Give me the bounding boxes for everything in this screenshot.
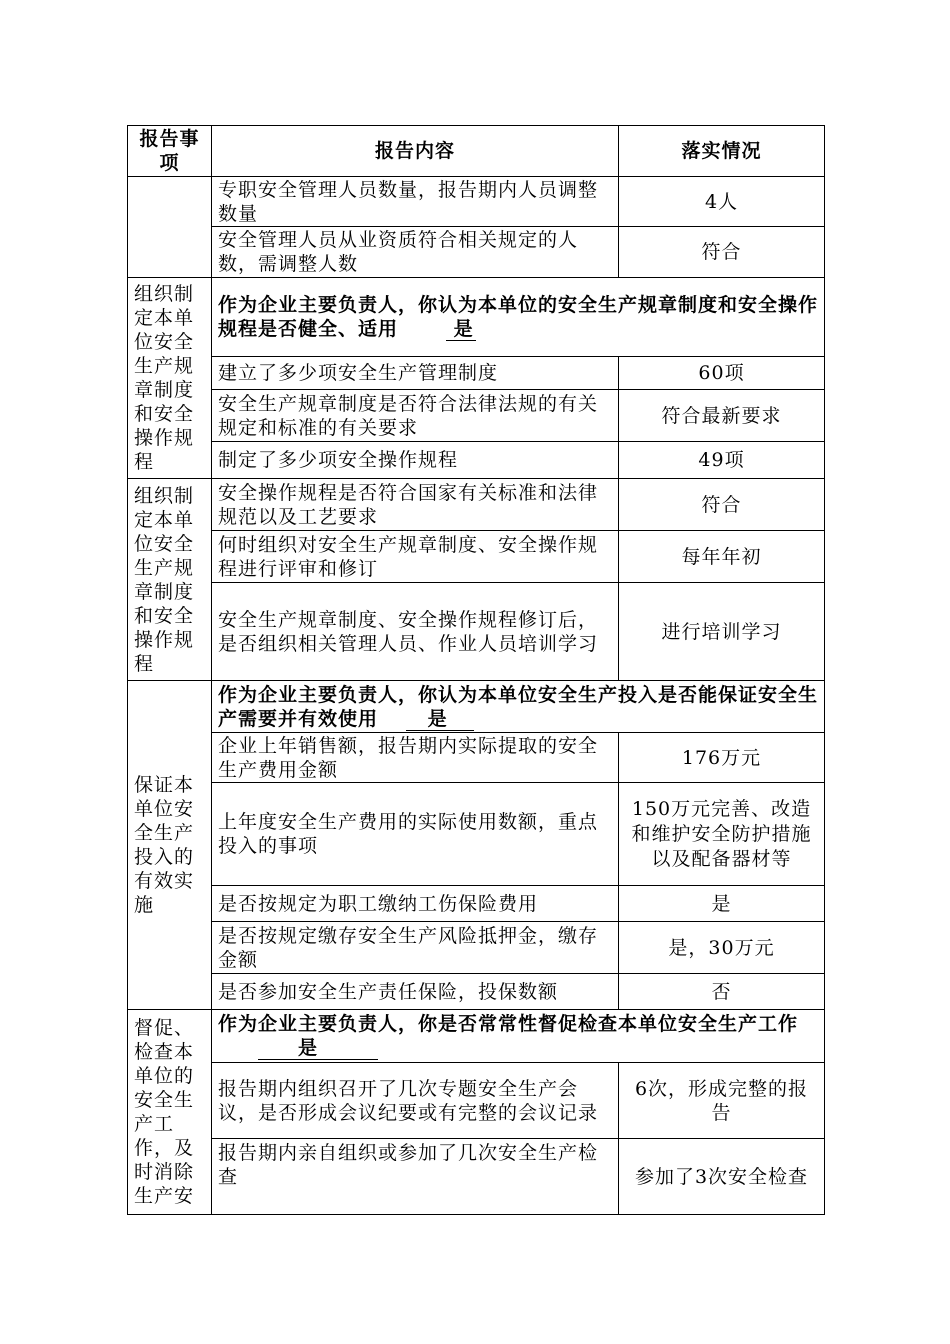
- row-value: 60项: [619, 357, 825, 390]
- row-item: 报告期内组织召开了几次专题安全生产会议，是否形成会议纪要或有完整的会议记录: [212, 1063, 619, 1139]
- table-row: [128, 1139, 825, 1215]
- table-row: [128, 357, 825, 390]
- table-row: [128, 922, 825, 974]
- header-implementation: 落实情况: [619, 126, 825, 177]
- header-row: [128, 126, 825, 177]
- row-item: 专职安全管理人员数量，报告期内人员调整数量: [212, 177, 619, 227]
- row-item: 安全操作规程是否符合国家有关标准和法律规范以及工艺要求: [212, 479, 619, 531]
- row-item: 是否按规定为职工缴纳工伤保险费用: [212, 886, 619, 922]
- header-report-item: 报告事项: [128, 126, 212, 177]
- row-value: 4人: [619, 177, 825, 227]
- table-row: [128, 886, 825, 922]
- section-label: 督促、检查本单位的安全生产工作，及时消除生产安: [128, 1010, 212, 1215]
- row-item: 企业上年销售额，报告期内实际提取的安全生产费用金额: [212, 733, 619, 783]
- table-row: [128, 531, 825, 583]
- section-label: [128, 177, 212, 278]
- row-value: 150万元完善、改造和维护安全防护措施以及配备器材等: [619, 783, 825, 886]
- row-item: 是否按规定缴存安全生产风险抵押金，缴存金额: [212, 922, 619, 974]
- row-value: 参加了3次安全检查: [619, 1139, 825, 1215]
- row-value: 是: [619, 886, 825, 922]
- row-item: 何时组织对安全生产规章制度、安全操作规程进行评审和修订: [212, 531, 619, 583]
- question-cell: [212, 278, 825, 357]
- header-report-content: 报告内容: [212, 126, 619, 177]
- row-item: 安全管理人员从业资质符合相关规定的人数，需调整人数: [212, 227, 619, 278]
- row-item: 报告期内亲自组织或参加了几次安全生产检查: [212, 1139, 619, 1215]
- row-value: 否: [619, 974, 825, 1010]
- row-item: 安全生产规章制度、安全操作规程修订后，是否组织相关管理人员、作业人员培训学习: [212, 583, 619, 681]
- table-row: [128, 733, 825, 783]
- row-item: 建立了多少项安全生产管理制度: [212, 357, 619, 390]
- answer-underline: 是: [258, 1037, 378, 1060]
- table-row: [128, 177, 825, 227]
- question-row: [128, 681, 825, 733]
- question-text: 作为企业主要负责人，你认为本单位的安全生产规章制度和安全操作规程是否健全、适用: [218, 294, 819, 340]
- table-row: [128, 1063, 825, 1139]
- table-row: [128, 442, 825, 479]
- section-label: 保证本单位安全生产投入的有效实施: [128, 681, 212, 1010]
- answer-underline: 是: [446, 318, 476, 341]
- table-row: [128, 783, 825, 886]
- report-table: [127, 125, 825, 1215]
- row-value: 176万元: [619, 733, 825, 783]
- row-value: 49项: [619, 442, 825, 479]
- row-value: 每年年初: [619, 531, 825, 583]
- row-value: 6次，形成完整的报告: [619, 1063, 825, 1139]
- question-text: 作为企业主要负责人，你是否常常性督促检查本单位安全生产工作: [218, 1013, 799, 1035]
- question-cell: [212, 1010, 825, 1063]
- row-value: 符合: [619, 479, 825, 531]
- row-item: 安全生产规章制度是否符合法律法规的有关规定和标准的有关要求: [212, 390, 619, 442]
- row-value: 是，30万元: [619, 922, 825, 974]
- table-row: [128, 583, 825, 681]
- answer-underline: 是: [406, 708, 474, 731]
- section-label: 组织制定本单位安全生产规章制度和安全操作规程: [128, 479, 212, 681]
- section-label: 组织制定本单位安全生产规章制度和安全操作规程: [128, 278, 212, 479]
- question-row: [128, 1010, 825, 1063]
- table-row: [128, 479, 825, 531]
- row-value: 进行培训学习: [619, 583, 825, 681]
- table-row: [128, 974, 825, 1010]
- row-item: 上年度安全生产费用的实际使用数额，重点投入的事项: [212, 783, 619, 886]
- table-row: [128, 390, 825, 442]
- row-value: 符合最新要求: [619, 390, 825, 442]
- row-item: 制定了多少项安全操作规程: [212, 442, 619, 479]
- question-cell: [212, 681, 825, 733]
- question-row: [128, 278, 825, 357]
- row-value: 符合: [619, 227, 825, 278]
- table-row: [128, 227, 825, 278]
- row-item: 是否参加安全生产责任保险，投保数额: [212, 974, 619, 1010]
- question-text: 作为企业主要负责人，你认为本单位安全生产投入是否能保证安全生产需要并有效使用: [218, 683, 819, 730]
